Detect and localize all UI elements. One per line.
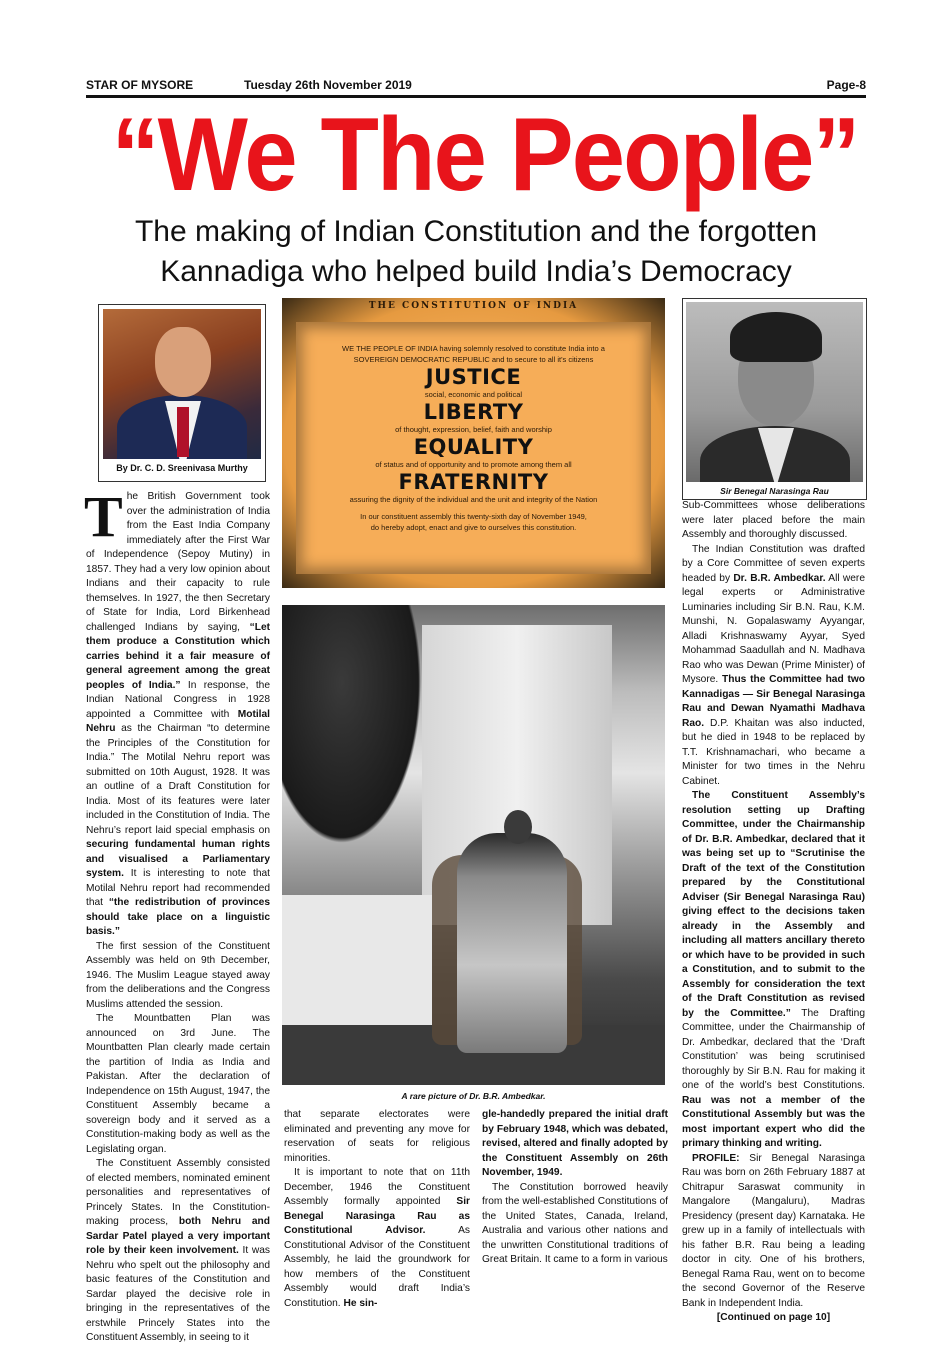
paragraph: The Indian Constitution was drafted by a Core Committee of seven experts headed by Dr. B.R. Ambedkar. All were legal experts or Administrative Luminaries including Sir B.N. Rau, K.M. Munshi, N. Gopalaswamy Ayyangar, Alladi Krishnaswamy Ayyar, Syed Mohammad Saadullah and N. Madhava Rao who was Dewan (Prime Minister) of Mysore. Thus the Committee had two Kannadigas — Sir Benegal Narasinga Rau and Dewan Nyamathi Madhava Rao. D.P. Khaitan was also inducted, but he died in 1948 to be replaced by T.T. Krishnamachari, who became a Minister for two times in the Nehru Cabinet. (682, 543, 865, 787)
paragraph: gle-handedly prepared the initial draft by February 1948, which was debated, revised, altered and finally adopted by the Constituent Assembly on 26th November, 1949. (482, 1109, 668, 1178)
subhead-line-2: Kannadiga who helped build India’s Democracy (160, 255, 792, 288)
rau-portrait-box (682, 298, 867, 500)
body-text-bold: Motilal Nehru (86, 708, 270, 734)
author-photo (103, 309, 261, 459)
liberty-sub: of thought, expression, belief, faith and worship (395, 425, 552, 434)
subhead (86, 212, 866, 292)
paper-name: STAR OF MYSORE (86, 78, 194, 92)
paragraph: The Constitution borrowed heavily from the well-established Constitutions of the United States, Canada, Ireland, Australia and various other nations and the unwritten Constitutional traditions of Great Britain. It came to a form in various (482, 1181, 668, 1265)
body-text: It is interesting to note that Motilal Nehru report had recommended that (86, 868, 270, 908)
rau-photo (686, 302, 863, 482)
rau-caption: Sir Benegal Narasinga Rau (720, 486, 829, 496)
continued-note: [Continued on page 10] (716, 1312, 831, 1323)
fraternity-sub: assuring the dignity of the individual and the unit and integrity of the Nation (349, 495, 598, 504)
justice-word: JUSTICE (425, 365, 522, 389)
paragraph: The Constituent Assembly consisted of elected members, nominated eminent personalities and representatives of Princely States. In the Constitution-making process, both Nehru and Sardar Patel played a very important role by their keen involvement. It was Nehru who spelt out the philosophy and basic features of the Constitution and Sardar played the decisive role in bringing in the representatives of the erstwhile Princely States into the Constituent Assembly, in seeing to it (86, 1158, 270, 1343)
paragraph: Sub-Committees whose deliberations were later placed before the main Assembly and thoroughly discussed. (682, 500, 865, 540)
preamble-line: SOVEREIGN DEMOCRATIC REPUBLIC and to secure to all it's citizens (353, 355, 594, 364)
paragraph: that separate electorates were eliminated and preventing any move for reservation of seats for religious minorities. (284, 1109, 470, 1164)
body-text-bold: “Let them produce a Constitution which carries behind it a fair measure of general agreement among the great peoples of India.” (86, 621, 270, 691)
page-number: Page-8 (826, 78, 866, 92)
subhead-line-1: The making of Indian Constitution and the forgotten (134, 215, 818, 248)
body-text: as the Chairman “to determine the Principles of the Constitution for India.” The Motilal Nehru report was submitted on 10th August, 1928. It was an outline of a Draft Constitution for India. Most of its features were later included in the Constitution of India. The Nehru’s report laid special emphasis on (86, 723, 270, 836)
author-box (98, 304, 266, 482)
equality-word: EQUALITY (413, 435, 534, 459)
drop-cap: T (84, 484, 123, 549)
column-4 (682, 499, 865, 1326)
ambedkar-photo (282, 605, 665, 1085)
body-text-bold: securing fundamental human rights and visualised a Parliamentary system. (86, 839, 270, 879)
justice-sub: social, economic and political (424, 390, 523, 399)
column-1 (84, 484, 271, 1346)
masthead (86, 78, 866, 94)
paragraph: The Constituent Assembly’s resolution setting up Drafting Committee, under the Chairmanship of Dr. B.R. Ambedkar, declared that it was being set up to “Scrutinise the Draft of the text of the Constitution prepared by the Constitutional Adviser (Sir Benegal Narasinga Rau) giving effect to the decisions taken already in the Assembly and including all matters ancillary thereto or which have to be provided in such a Constitution, and to submit to the Assembly for consideration the text of the Draft Constitution as revised by the Committee.” The Drafting Committee, under the Chairmanship of Dr. Ambedkar, declared that the ‘Draft Constitution’ was being scrutinised thoroughly by Sir B.N. Rau for making it one of the world’s best Constitutions. Rau was not a member of the Constitutional Assembly but was the most important expert who did the primary thinking and writing. (682, 790, 866, 1149)
paragraph: It is important to note that on 11th December, 1946 the Constituent Assembly formally appointed Sir Benegal Narasinga Rau as Constitutional Advisor. As Constitutional Advisor of the Constituent Assembly, he laid the groundwork for how members of the Constituent Assembly would draft India’s Constitution. He sin- (284, 1167, 470, 1309)
closing-line: do hereby adopt, enact and give to ourselves this constitution. (370, 523, 577, 532)
fraternity-word: FRATERNITY (398, 470, 549, 494)
body-text: In response, the Indian National Congress in 1928 appointed a Committee with (86, 679, 270, 720)
column-3 (482, 1108, 668, 1268)
closing-line: In our constituent assembly this twenty-sixth day of November 1949, (360, 512, 587, 521)
author-credit: By Dr. C. D. Sreenivasa Murthy (116, 463, 248, 473)
paragraph: The first session of the Constituent Assembly was held on 9th December, 1946. The Muslim League stayed away from the deliberations and the Congress Muslims attended the session. (86, 940, 270, 1010)
constitution-title: THE CONSTITUTION OF INDIA (368, 301, 579, 311)
preamble-line: WE THE PEOPLE OF INDIA having solemnly resolved to constitute India into a (342, 344, 605, 353)
paragraph: The Mountbatten Plan was announced on 3rd June. The Mountbatten Plan clearly made certain the partition of India as India and Pakistan. After the declaration of Independence on 15th August, 1947, the Constituent Assembly became a sovereign body and it served as a Constitution-making body as well as the Legislating organ. (86, 1013, 270, 1155)
liberty-word: LIBERTY (423, 400, 524, 424)
headline: “We The People” (111, 97, 859, 213)
body-text-bold: “the redistribution of provinces should take place on a linguistic basis.” (86, 897, 271, 937)
column-2 (284, 1108, 470, 1311)
body-text: he British Government took over the administration of India from the East India Company immediately after the First War of Independence (Sepoy Mutiny) in 1857. They had a very low opinion about Indians and their capacity to rule themselves. In 1927, the then Secretary of State for India, Lord Birkenhead challenged Indians by saying, (86, 491, 270, 633)
ambedkar-caption: A rare picture of Dr. B.R. Ambedkar. (401, 1091, 546, 1101)
issue-date: Tuesday 26th November 2019 (244, 78, 412, 92)
paragraph: PROFILE: Sir Benegal Narasinga Rau was born on 26th February 1887 at Chitrapur Saraswat community in Mangalore (Mangaluru), Madras Presidency (present day) Karnataka. He grew up in a family of intellectuals with his father B.R. Rau being a leading doctor in city. One of his brothers, Benegal Rama Rau, went on to become the second Governor of the Reserve Bank in Independent India. (682, 1152, 865, 1309)
constitution-preamble-image (282, 298, 665, 588)
equality-sub: of status and of opportunity and to promote among them all (375, 460, 572, 469)
